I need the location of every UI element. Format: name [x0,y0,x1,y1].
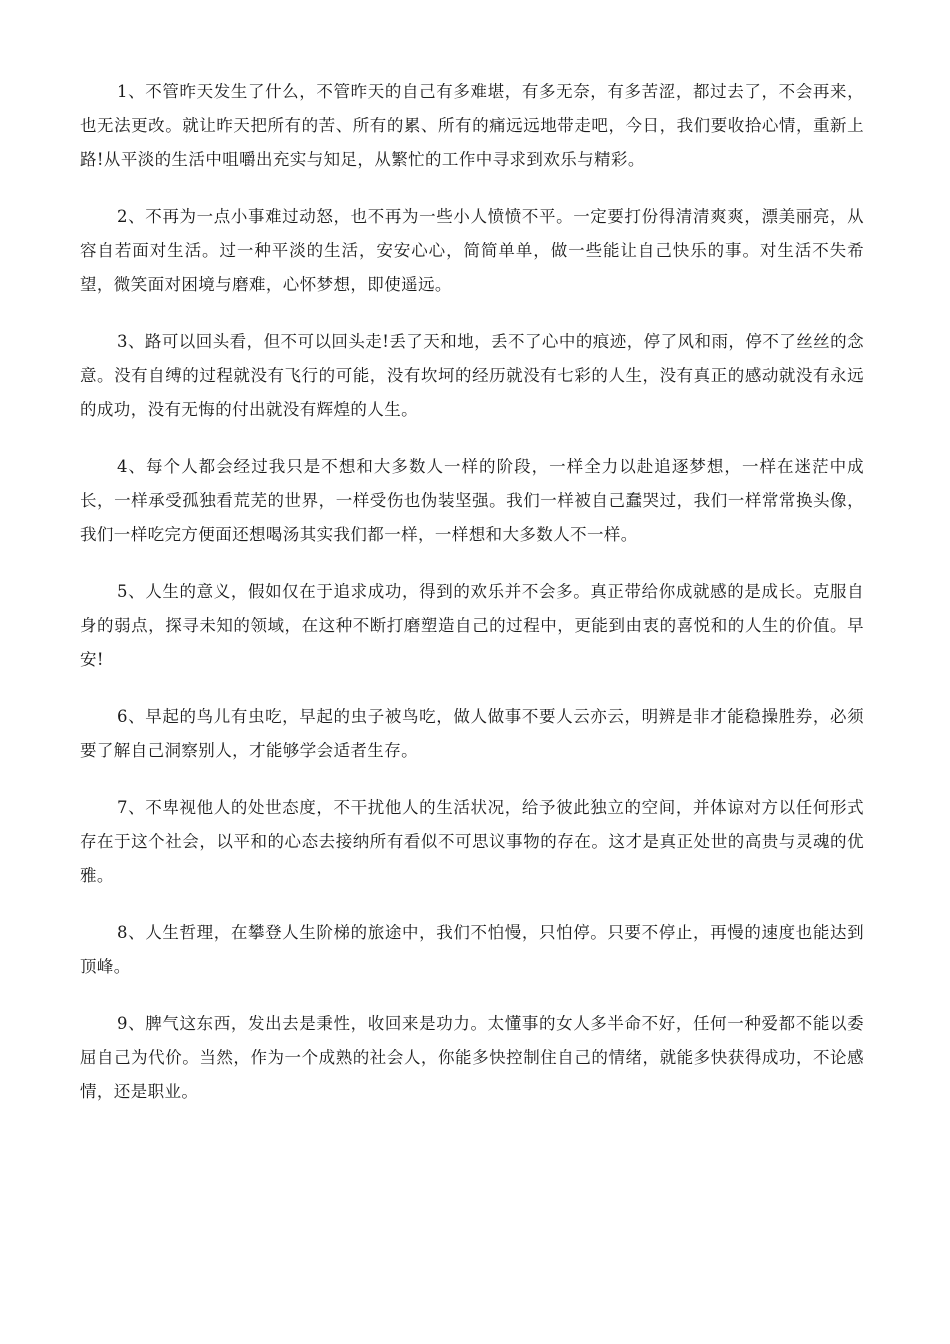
paragraph-4: 4、每个人都会经过我只是不想和大多数人一样的阶段，一样全力以赴追逐梦想，一样在迷茫中成长，一样承受孤独看荒芜的世界，一样受伤也伪装坚强。我们一样被自己蠢哭过，我们一样常常换头像，我们一样吃完方便面还想喝汤其实我们都一样，一样想和大多数人不一样。 [80,457,864,544]
paragraph-8: 8、人生哲理，在攀登人生阶梯的旅途中，我们不怕慢，只怕停。只要不停止，再慢的速度也能达到顶峰。 [80,923,864,976]
paragraph-5: 5、人生的意义，假如仅在于追求成功，得到的欢乐并不会多。真正带给你成就感的是成长。克服自身的弱点，探寻未知的领域，在这种不断打磨塑造自己的过程中，更能到由衷的喜悦和的人生的价值。早安! [80,582,864,669]
paragraph-7: 7、不卑视他人的处世态度，不干扰他人的生活状况，给予彼此独立的空间，并体谅对方以任何形式存在于这个社会，以平和的心态去接纳所有看似不可思议事物的存在。这才是真正处世的高贵与灵魂的优雅。 [80,798,864,885]
paragraph-1: 1、不管昨天发生了什么，不管昨天的自己有多难堪，有多无奈，有多苦涩，都过去了，不会再来，也无法更改。就让昨天把所有的苦、所有的累、所有的痛远远地带走吧，今日，我们要收拾心情，重新上路!从平淡的生活中咀嚼出充实与知足，从繁忙的工作中寻求到欢乐与精彩。 [80,82,864,169]
paragraph-9: 9、脾气这东西，发出去是秉性，收回来是功力。太懂事的女人多半命不好，任何一种爱都不能以委屈自己为代价。当然，作为一个成熟的社会人，你能多快控制住自己的情绪，就能多快获得成功，不论感情，还是职业。 [80,1014,864,1101]
paragraph-2: 2、不再为一点小事难过动怒，也不再为一些小人愤愤不平。一定要打份得清清爽爽，漂美丽亮，从容自若面对生活。过一种平淡的生活，安安心心，简简单单，做一些能让自己快乐的事。对生活不失希望，微笑面对困境与磨难，心怀梦想，即使遥远。 [80,207,864,294]
paragraph-3: 3、路可以回头看，但不可以回头走!丢了天和地，丢不了心中的痕迹，停了风和雨，停不了丝丝的念意。没有自缚的过程就没有飞行的可能，没有坎坷的经历就没有七彩的人生，没有真正的感动就没有永远的成功，没有无悔的付出就没有辉煌的人生。 [80,332,864,419]
document-body [80,75,864,1132]
paragraph-6: 6、早起的鸟儿有虫吃，早起的虫子被鸟吃，做人做事不要人云亦云，明辨是非才能稳操胜券，必须要了解自己洞察别人，才能够学会适者生存。 [80,707,864,760]
